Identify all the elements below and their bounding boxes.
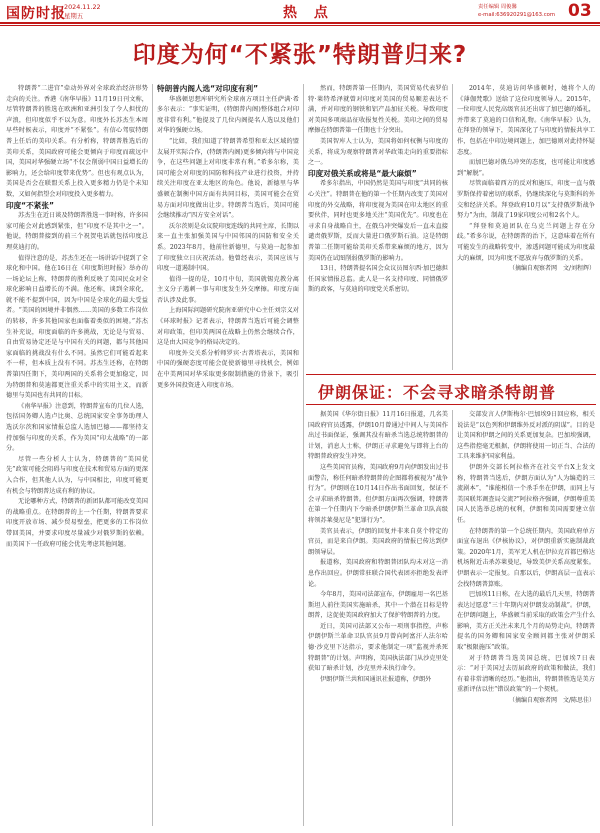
article2-column-1 xyxy=(308,410,448,826)
paragraph: 今年8月，美国司法部宣布，伊朗雇用一名巴基斯坦人前往美国实施暗杀，其中一个潜在目标是特朗普，这促使美国政府加大了保护特朗普的力度。 xyxy=(308,591,448,620)
issue-date-line2: 星期五 xyxy=(64,12,84,20)
article1-column-1 xyxy=(6,84,148,826)
subheading: 特朗普内阁人选“对印度有利” xyxy=(157,84,259,93)
column-divider xyxy=(452,84,453,370)
editor-info xyxy=(478,3,555,19)
paragraph: 《南华早报》注意到，特朗普宣布的几位人选，包括国务卿人选卢比奥、总统国家安全事务助理人选沃尔茨和国家情报总监人选加巴德——都坚持支持加强与印度的关系，作为美国“印太战略”的一部分。 xyxy=(6,402,148,453)
article1-headline: 印度为何“不紧张”特朗普归来? xyxy=(132,42,468,68)
article1-byline: （摘编自观察者网 文/刘程辉） xyxy=(508,265,595,273)
paragraph: 伊朗外交部长阿拉格齐在社交平台X上发文称，特朗普当选后，伊朗方面认为“人为编造的三流剧本”，“谁能相信一个杀手坐在伊朗，而同上与美国联邦调查局交流?”阿拉格齐强调，伊朗尊重美国人民选举总统的权利，伊朗和美国需要建立信任。 xyxy=(457,463,595,524)
paragraph: 苏杰生在近日谈及特朗普胜选一事时称，许多国家可能会对此感到紧张，但“印度不是其中之一”。他说，特朗普接到的前三个祝贺电话就包括印度总理莫迪打的。 xyxy=(6,212,148,251)
article1-column-4 xyxy=(457,84,595,370)
paragraph: 2014年，莫迪访问华盛顿时，她将个人的《薄伽梵歌》送给了这位印度领导人。2015年，一位印度人民党高级官员还出席了加巴德的婚礼，并带来了莫迪的口信和礼物。《南华早报》认为，在拜登的领导下，美国深化了与印度的情报共享工作，包括在中印边境问题上，加巴德则对此持怀疑态度。 xyxy=(457,85,595,156)
paragraph: 尽管面临着西方的反对和施压，印度一直与俄罗斯保持着密切的联系，仍继续深化与莫斯科的外交和经济关系。拜登政府10月以“支持俄罗斯战争努力”为由，制裁了19家印度公司和2名个人。 xyxy=(457,180,595,220)
masthead-subrule xyxy=(0,25,600,26)
paragraph: 美官员表示，伊朗的回复并非来自莫个特定的官员，而是来自伊朗。美国政府的情报已传达到伊朗领导层。 xyxy=(308,527,448,556)
column-divider xyxy=(152,84,153,826)
paragraph: 上海国际问题研究院南亚研究中心主任刘宗义对《环球时报》记者表示，特朗普当选后可能会调整对印政策，但印美两国在战略上仍然会继续合作，这是由大国竞争的格局决定的。 xyxy=(157,307,299,347)
paragraph: 据美国《华尔街日报》11月16日报道，几名美国政府官员透露，伊朗10月曾通过中间人与美国作出过书面保证，强调其没有暗杀当选总统特朗普的计划，消息人士称，伊朗正寻求避免与即将上台的特朗普政府发生冲突。 xyxy=(308,411,448,461)
paragraph: 而加巴德对俄乌冲突的态度，也可能让印度感到“解脱”。 xyxy=(457,159,595,177)
issue-date xyxy=(64,3,101,21)
paragraph: 伊朗伊斯兰共和国通讯社报道称，伊朗外 xyxy=(320,675,432,683)
newspaper-logo: 国防时报 xyxy=(6,6,66,22)
subheading: 印度对俄关系或将是“最大麻烦” xyxy=(308,168,417,178)
subheading: 印度“不紧张” xyxy=(6,200,54,210)
paragraph: “比如，我们知道了特朗普希望和亚太区域的盟友展开实际合作，(特朗普内阁)更多倾向将与中国竞争，在这些问题上对印度非常有利。”希多尔称，美国可能会对印度的国防和科技产业进行投资，并持续关注印度在亚太地区的角色。他说，新德里与华盛顿在制衡中国方面有共同目标，美国可能会在贸易方面对印度做出让步。特朗普当选后，美国可能会继续推动“四方安全对话”。 xyxy=(157,137,299,220)
column-divider xyxy=(452,410,453,826)
paragraph: 值得一提的是，10月中旬，美国就锡克教分离主义分子遇刺一事与印度发生外交摩擦。印度方面否认涉及此事。 xyxy=(157,275,299,304)
article2-top-rule xyxy=(306,374,596,375)
editor-email: e-mail:636920291@163.com xyxy=(478,12,556,18)
paragraph: 然而，特朗普第一任期内，美国贸易代表罗伯特·莱特希泽就曾对印度对美国的贸易顺差表达不满，并对印度的钢铁和铝产品加征关税。导致印度对美国多项商品征收报复性关税。美印之间的贸易摩擦在特朗普第一任期也十分突出。 xyxy=(308,85,448,135)
paragraph: 华盛顿思想库研究所全球南方项目主任萨满·希多尔表示：“事实证明，(特朗普内阁)整体组合对印度非常有利。”他提及了几位内阁提名人选以及他们对华的强硬立场。 xyxy=(157,95,299,135)
paragraph: 值得注意的是，苏杰生还在一场讲话中提到了全球化和中国。他在16日在《印度斯坦时报》举办的一场论坛上称，特朗普的胜利反映了美国民众对全球化影响日益增长的不满。他还称，谈到全球化，就不能不提到中国，因为中国是全球化的最大受益者。“美国的困境并非偶然……美国的多数工作岗位的转移，许多其他国家也面临着类似的困境。”苏杰生补充说，印度面临的许多挑战，无论是与贸易、自由贸易协定还是与中国有关的问题，都与其他国家面临的挑战没有什么不同。虽然它们可能看起来不一样，但本质上没有不同。苏杰生还称，在特朗普第四任期下，美印两国的关系将会更加稳定，因为特朗普和莫迪都更注重关系中的实用主义，而新德里与美国也有共同的目标。 xyxy=(6,254,148,400)
issue-date-line1: 2024.11.22 xyxy=(64,3,101,11)
article2-headline-rule xyxy=(306,404,596,405)
paragraph: 13日，特朗普提名国会众议员图尔西·加巴德担任国家情报总监。此人是一名支持印度、同情俄罗斯的政客，与莫迪的印度党关系密切。 xyxy=(308,265,448,294)
column-divider xyxy=(303,84,304,826)
paragraph: 在特朗普的第一个总统任期内，美国政府单方面宣布退出《伊核协议》，对伊朗重新实施制裁政策。2020年1月，美军无人机在伊拉克首都巴格达机场附近击杀苏莱曼尼，导致美伊关系高度紧张。伊朗表示一定报复。自那以后，伊朗高层一直表示会找特朗普算账。 xyxy=(457,527,595,588)
paragraph: 报道称，美国政府和特朗普团队均未对这一消息作出回应。伊朗常驻联合国代表团亦拒绝发表评论。 xyxy=(308,559,448,588)
paragraph: 尽管一些分析人士认为，特朗普的“美国优先”政策可能会阻碍与印度在技术和贸易方面的更深入合作，但其他人认为，与中国相比，印度可能更有机会与特朗普达成有利的协议。 xyxy=(6,455,148,495)
paragraph: 对于特朗普当选美国总统，巴加埃7日表示：“对于美国过去历届政府的政策和做法，我们有着非常清晰的经历。”他指出，特朗普胜选是美方重新评估以往“错误政策”的一个契机。 xyxy=(457,654,595,694)
paragraph: “拜登和莫迪团队在乌克兰问题上存在分歧。”希多尔说，在特朗普的治下，这意味着在所有可能发生的战略转变中，渗透问题可能成为印度最大的麻烦，因为印度不愿放弃与俄罗斯的关系。 xyxy=(457,222,595,262)
article1-column-3 xyxy=(308,84,448,370)
paragraph: 美国智库人士认为，美国将如何权衡与印度的关系，将成为观察特朗普对华政策走向的重要指标之一。 xyxy=(308,137,448,167)
article2-column-2 xyxy=(457,410,595,826)
masthead-rule xyxy=(0,22,600,24)
article1-column-2 xyxy=(157,84,299,826)
paragraph: 无论哪种方式，特朗普的新团队都可能改变美国的战略重点。在特朗普的上一个任期，特朗普要求印度开放市场、减少贸易壁垒，把更多的工作岗位带回美国，并要求印度尽量减少对俄罗斯的依赖。而美国下一任政府可能会优先考虑其他问题。 xyxy=(6,498,148,548)
paragraph: 希多尔指出，中国仍然是美国与印度“共同的核心关注”。特朗普在他的第一个任期内改变了美国对印度的外交战略，将印度视为美国在印太地区的重要伙伴，同时也更多地关注“美国优先”。印度也在寻求自身战略自主，在俄乌冲突爆发后一直未直接谴责俄罗斯，反而大量进口俄罗斯石油。这是特朗普第二任期可能给美印关系带来麻烦的地方，因为美国仍在试图削弱俄罗斯的影响力。 xyxy=(308,180,448,262)
paragraph: 沃尔茨则是众议院印度连线的共同主席，长期以来一直主张加强美国与中国邻国的国防和安全关系。2023年8月，他前往新德里，与莫迪一起参加了印度独立日庆祝活动。他曾经表示，美国应该与印度一道遏制中国。 xyxy=(157,222,299,273)
editor-name: 责任编辑 周俊馨 xyxy=(478,4,517,10)
page-number: 03 xyxy=(568,1,592,21)
paragraph: 特朗普“二进宫”牵动外界对全球政治经济形势走向的关注。香港《南华早报》11月19日刊文称，尽管特朗普的胜选在欧洲和亚洲引发了令人担忧的声浪，但印度似乎不以为意。印度外长苏杰生本周早些时候表示，印度并“不紧张”。有信心驾驭特朗普上任后的美印关系。有分析称，特朗普胜选后的美印关系，美国政府可能会更倾向于印度而疏远中国，美国对华强硬立场“不仅会削弱中国日益增长的影响力，还会给印度带来优势”。但也有观点认为，美国是否会在联盟关系上投入更多精力仍是个未知数，又如何指望会对印度投入更多精力。 xyxy=(6,85,148,198)
paragraph: 这些美国官员称，美国政府9月向伊朗发出过书面警告，称任何暗杀特朗普的企图都将被视为“战争行为”。伊朗则在10月14日作出书面回复，保证不会寻求暗杀特朗普。但伊朗方面再次强调，特朗普在第一个任期内下令暗杀伊朗伊斯兰革命卫队高级将领苏莱曼尼是“犯罪行为”。 xyxy=(308,463,448,524)
article2-headline: 伊朗保证：不会寻求暗杀特朗普 xyxy=(318,383,557,402)
paragraph: 印度外交关系分析师罗宾·古普塔表示，美国和中国的强硬态度可能会促使新德里寻找机会，例如在中美两国对华采取更多限制措施的背景下，吸引更多外国投资进入印度市场。 xyxy=(157,349,299,389)
section-title: 热 点 xyxy=(283,5,334,21)
paragraph: 巴加埃11日称，在大选的最后几天里，特朗普表达过愿意“三十年期内对伊朗发动制裁”。伊朗，在伊朗问题上，华盛顿当前采取的政策会产生什么影响，美方正关注未来几个月的局势走向，特朗普提名的国务卿和国家安全顾问都主张对伊朗采取“极限施压”政策。 xyxy=(457,591,595,652)
paragraph: 近日，美国司法部又公布一项刑事指控，声称伊朗伊斯兰革命卫队官员9月曾向阿富汗人法尔哈德·沙克里下达指示，要求他制定一项“监视并杀死特朗普”的计划。声明称，美国执法部门从沙克里处获知了暗杀计划，沙克里并未执行命令。 xyxy=(308,622,448,673)
paragraph: 交部发言人伊斯梅尔·巴加埃9日回应称，相关说法是“以色列和伊朗维外反对派的阴谋”。目的是让美国和伊朗之间的关系更加复杂。巴加埃强调，这些指控毫无根据，伊朗将使用一切正当、合法的工具来维护国家利益。 xyxy=(457,411,595,461)
article2-byline: （摘编自观察者网 文/陈思佳） xyxy=(508,697,595,705)
